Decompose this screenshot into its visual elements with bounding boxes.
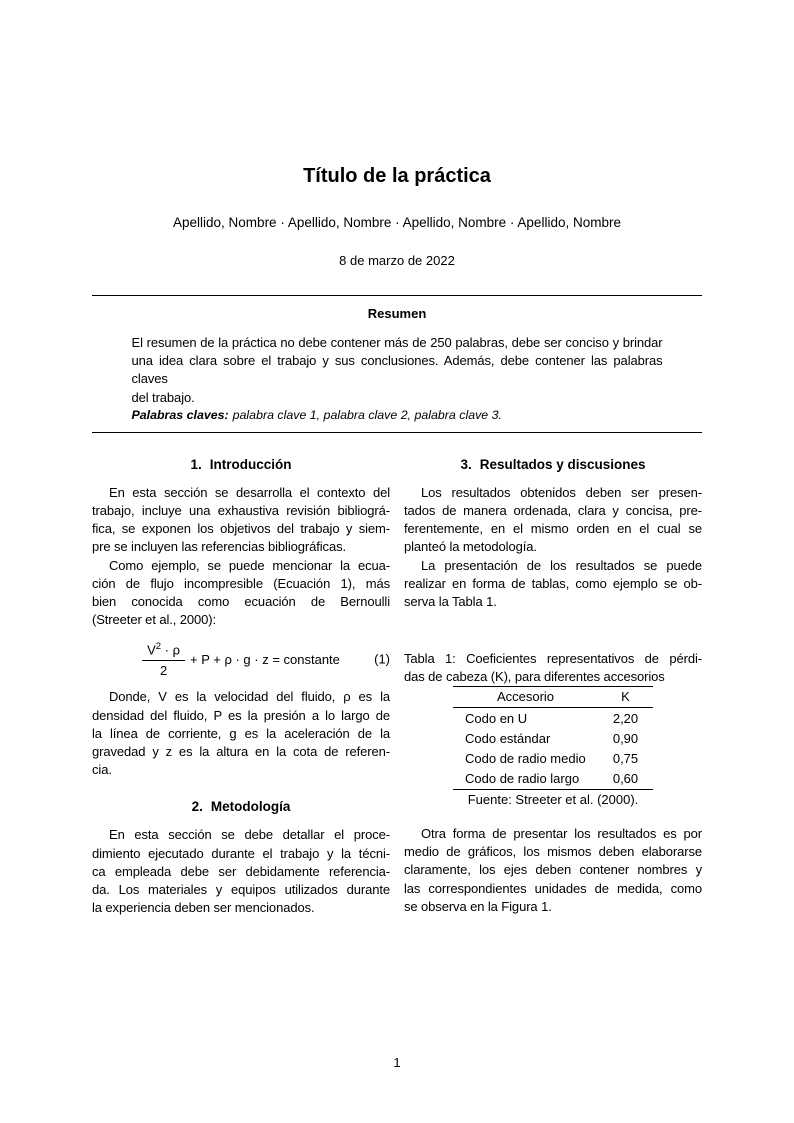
table-row: Codo estándar 0,90 (465, 731, 639, 747)
table-1 (453, 686, 653, 790)
abstract-heading: Resumen (367, 306, 427, 321)
resultados-paragraph-3: Otra forma de presentar los resultados es por medio de gráficos, los mismos deben elaborarse claramente, los ejes deben contener nombres y las correspondientes unidades de medida, como se observa en la Figura 1. (404, 825, 702, 914)
abstract-bottom-rule (92, 432, 702, 433)
resultados-paragraph-2: La presentación de los resultados se puede realizar en forma de tablas, como ejemplo se ob- serva la Tabla 1. (404, 557, 702, 610)
equation-fraction (142, 641, 185, 677)
two-column-body (92, 456, 702, 918)
table-row: Codo de radio largo 0,60 (465, 771, 639, 787)
section-title: Resultados y discusiones (479, 456, 646, 472)
abstract-body (132, 334, 663, 424)
section-heading-resultados (404, 456, 702, 473)
table-1-source: Fuente: Streeter et al. (2000). (467, 791, 639, 807)
table-header-k: K (598, 687, 653, 708)
abstract-top-rule (92, 295, 702, 296)
equation-expression: + P + ρ · g · z = constante (190, 651, 340, 667)
section-number: 1. (190, 456, 202, 472)
table-1-caption: Tabla 1: Coeficientes representativos de pérdi- das de cabeza (K), para diferentes accesorios (404, 651, 702, 684)
left-column (92, 456, 390, 918)
intro-paragraph-3: Donde, V es la velocidad del fluido, ρ es la densidad del fluido, P es la presión a lo largo de la línea de corriente, g es la aceleración de la gravedad y z es la altura en la cota de referen- cia. (92, 689, 390, 778)
date-line: 8 de marzo de 2022 (339, 253, 455, 268)
section-title: Metodología (210, 799, 291, 815)
abstract-section (92, 306, 702, 424)
table-header-row (453, 687, 653, 708)
section-title: Introducción (209, 456, 292, 472)
intro-paragraph-2: Como ejemplo, se puede mencionar la ecua- ción de flujo incompresible (Ecuación 1), más bien conocida como ecuación de Bernoulli (Streeter et al., 2000): (92, 557, 390, 628)
section-heading-metodologia (92, 798, 390, 815)
table-row: Codo en U 2,20 (465, 710, 639, 726)
table-header-accesorio: Accesorio (453, 687, 598, 708)
page-title: Título de la práctica (303, 165, 491, 187)
table-row: Codo de radio medio 0,75 (465, 751, 639, 767)
equation-1 (92, 636, 390, 682)
right-column (404, 456, 702, 918)
equation-numerator: $V^2 \cdot \rho$ (142, 641, 185, 660)
authors-line: Apellido, Nombre · Apellido, Nombre · Apellido, Nombre · Apellido, Nombre (173, 215, 621, 230)
equation-denominator: 2 (159, 662, 168, 678)
section-number: 3. (460, 456, 472, 472)
section-number: 2. (191, 799, 203, 815)
keywords-label: Palabras claves: (131, 407, 229, 422)
page-number: 1 (393, 1055, 401, 1070)
abstract-text: El resumen de la práctica no debe contener más de 250 palabras, debe ser conciso y brindar una idea clara sobre el trabajo y sus conclusiones. Además, debe contener las palabras claves del trabajo. (131, 335, 663, 405)
keywords-line (132, 407, 663, 424)
section-heading-introduccion (92, 456, 390, 473)
equation-tag: (1) (374, 651, 390, 667)
keywords-text: palabra clave 1, palabra clave 2, palabra clave 3. (232, 407, 502, 422)
metodologia-paragraph: En esta sección se debe detallar el proce- dimiento ejecutado durante el trabajo y la técni- ca empleada debe ser debidamente referencia- da. Los materiales y equipos utilizados durante la experiencia deben ser mencionados. (92, 827, 390, 916)
intro-paragraph-1: En esta sección se desarrolla el contexto del trabajo, incluye una exhaustiva revisión bibliográ- fica, se exponen los objetivos del trabajo y siem- pre se incluyen las referencias bibliográficas. (92, 484, 390, 555)
resultados-paragraph-1: Los resultados obtenidos deben ser presen- tados de manera ordenada, clara y concisa, pre- ferentemente, en el mismo orden en el cual se planteó la metodología. (404, 484, 702, 555)
